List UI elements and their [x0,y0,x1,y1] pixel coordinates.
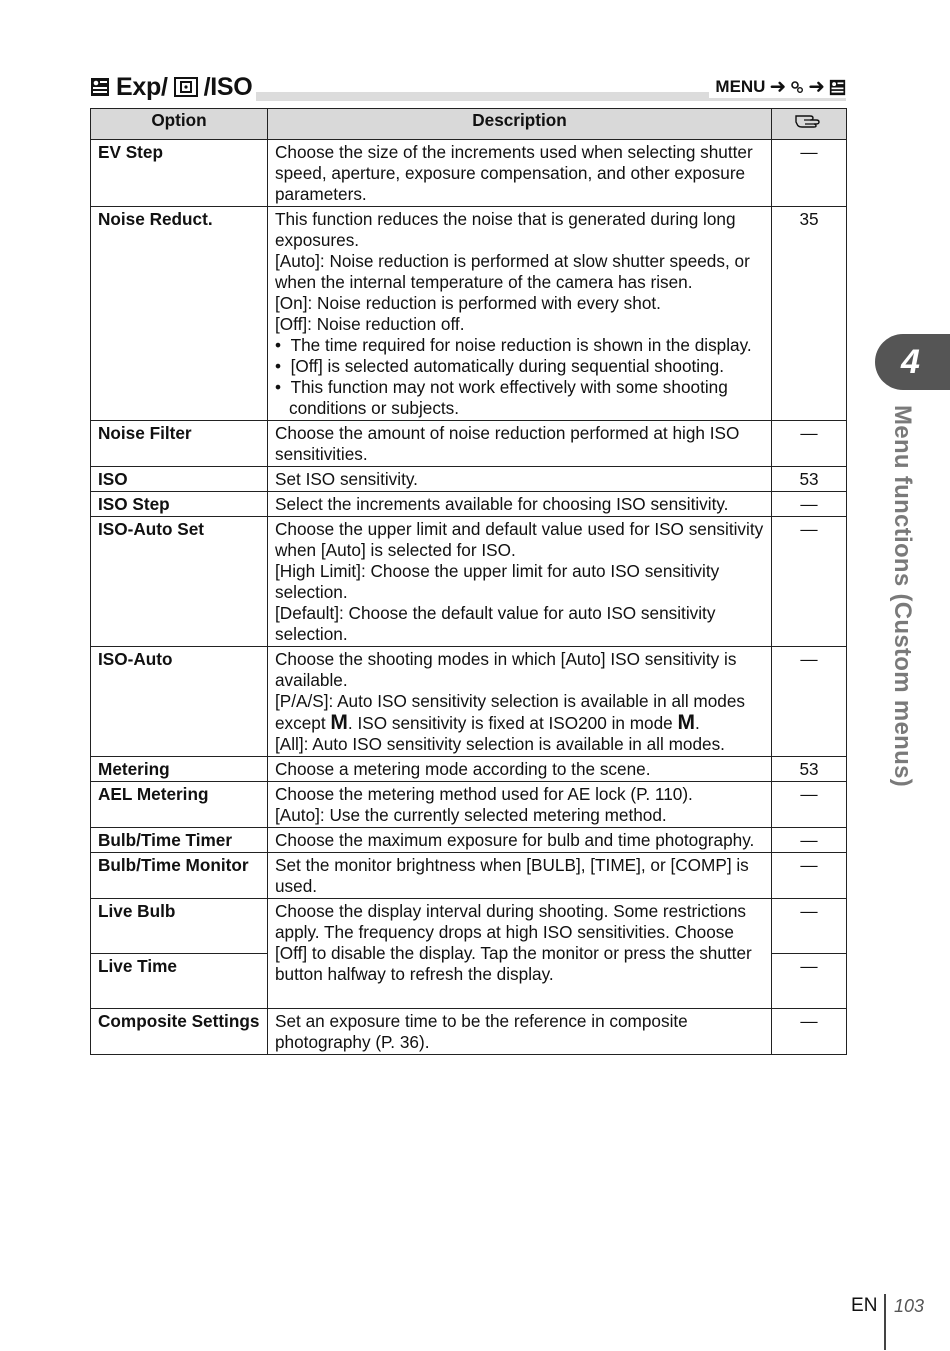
description-cell [268,757,772,782]
bullet-item: • This function may not work effectively with some shooting conditions or subjects. [275,377,728,418]
reference-cell: 53 [772,467,847,492]
description-text: Set ISO sensitivity. [275,469,418,489]
arrow-right-icon: ➜ [769,76,787,98]
table-row [91,757,847,782]
description-text: Choose the metering method used for AE lock (P. 110). [275,784,693,804]
description-fragment: [P/A/S]: Auto ISO sensitivity selection is available in all modes except [275,691,746,733]
reference-cell: — [772,140,847,207]
pointing-hand-icon [794,110,824,128]
reference-cell: 53 [772,757,847,782]
breadcrumb-menu: MENU [715,77,766,96]
page-title [90,72,256,102]
description-text: Choose a metering mode according to the scene. [275,759,651,779]
description-text: Choose the maximum exposure for bulb and time photography. [275,830,755,850]
reference-cell: — [772,828,847,853]
title-text-iso: /ISO [203,72,253,101]
description-cell [268,207,772,421]
description-text: Choose the upper limit and default value used for ISO sensitivity when [Auto] is selected for ISO. [275,519,764,560]
bullet-text: This function may not work effectively with some shooting conditions or subjects. [289,377,728,418]
description-text: Set the monitor brightness when [BULB], [TIME], or [COMP] is used. [275,855,749,896]
option-cell: Bulb/Time Monitor [91,853,268,899]
reference-cell: — [772,647,847,757]
description-text: [High Limit]: Choose the upper limit for auto ISO sensitivity selection. [275,561,720,602]
option-cell: ISO Step [91,492,268,517]
page-footer [851,1294,924,1334]
option-cell: Live Time [91,954,268,1009]
table-header-row [91,109,847,140]
table-row [91,647,847,757]
description-text: [Auto]: Use the currently selected metering method. [275,805,667,825]
arrow-right-icon: ➜ [808,76,825,98]
option-cell: Live Bulb [91,899,268,954]
description-cell [268,1009,772,1055]
chapter-side-label: Menu functions (Custom menus) [889,405,916,788]
description-cell [268,647,772,757]
description-text: [Auto]: Noise reduction is performed at slow shutter speeds, or when the internal temperature of the camera has risen. [275,251,750,292]
bullet-item: • The time required for noise reduction is shown in the display. [275,335,752,355]
gear-icon [790,80,804,94]
description-text: [All]: Auto ISO sensitivity selection is available in all modes. [275,734,725,754]
table-row [91,517,847,647]
option-cell: Noise Reduct. [91,207,268,421]
description-text [275,691,764,734]
option-cell: EV Step [91,140,268,207]
description-cell [268,853,772,899]
description-text: Choose the amount of noise reduction performed at high ISO sensitivities. [275,423,740,464]
language-label: EN [851,1295,878,1316]
table-row [91,782,847,828]
mode-m-icon: M [330,711,348,734]
option-cell: ISO-Auto [91,647,268,757]
reference-cell: — [772,421,847,467]
column-header-reference [772,109,847,140]
bullet-item: • [Off] is selected automatically during sequential shooting. [275,356,725,376]
table-row [91,421,847,467]
table-row [91,899,847,954]
description-text: [Off]: Noise reduction off. [275,314,465,334]
description-text: [On]: Noise reduction is performed with every shot. [275,293,661,313]
title-text-exp: Exp/ [116,72,168,101]
table-row [91,140,847,207]
description-cell [268,517,772,647]
table-row [91,467,847,492]
description-text: Choose the display interval during shooting. Some restrictions apply. The frequency drops at high ISO sensitivities. Choose [Off] to disable the display. Tap the monitor or press the shutter button halfway to refresh the display. [275,901,752,984]
table-row [91,492,847,517]
description-text: [Default]: Choose the default value for auto ISO sensitivity selection. [275,603,716,644]
description-cell [268,782,772,828]
column-header-option: Option [91,109,268,140]
metering-icon [174,77,198,97]
option-cell: Noise Filter [91,421,268,467]
description-text: Set an exposure time to be the reference in composite photography (P. 36). [275,1011,688,1052]
description-cell [268,467,772,492]
table-row [91,1009,847,1055]
description-fragment: . ISO sensitivity is fixed at ISO200 in mode [347,713,678,733]
custom-menu-icon [829,79,846,96]
option-cell: Metering [91,757,268,782]
table-row [91,853,847,899]
reference-cell: — [772,853,847,899]
description-cell [268,421,772,467]
description-cell [268,492,772,517]
description-fragment: . [695,713,700,733]
page-number: 103 [893,1296,924,1316]
option-cell: ISO [91,467,268,492]
column-header-description: Description [268,109,772,140]
reference-cell: — [772,492,847,517]
mode-m-icon: M [677,711,695,734]
reference-cell: 35 [772,207,847,421]
chapter-number: 4 [901,342,920,381]
reference-cell: — [772,954,847,1009]
breadcrumb [709,76,846,98]
custom-menu-icon [90,77,110,97]
reference-cell: — [772,782,847,828]
option-cell: Bulb/Time Timer [91,828,268,853]
description-text: Choose the size of the increments used when selecting shutter speed, aperture, exposure compensation, and other exposure parameters. [275,142,753,204]
reference-cell: — [772,899,847,954]
option-cell: AEL Metering [91,782,268,828]
reference-cell: — [772,1009,847,1055]
description-cell [268,140,772,207]
option-cell: Composite Settings [91,1009,268,1055]
bullet-text: The time required for noise reduction is shown in the display. [290,335,752,355]
description-text: This function reduces the noise that is generated during long exposures. [275,209,736,250]
chapter-tab [875,334,950,390]
bullet-text: [Off] is selected automatically during sequential shooting. [290,356,725,376]
table-row [91,828,847,853]
options-table [90,108,847,1055]
reference-cell: — [772,517,847,647]
description-text: Choose the shooting modes in which [Auto] ISO sensitivity is available. [275,649,737,690]
option-cell: ISO-Auto Set [91,517,268,647]
description-cell [268,899,772,1009]
description-cell [268,828,772,853]
description-text: Select the increments available for choosing ISO sensitivity. [275,494,729,514]
table-row [91,207,847,421]
